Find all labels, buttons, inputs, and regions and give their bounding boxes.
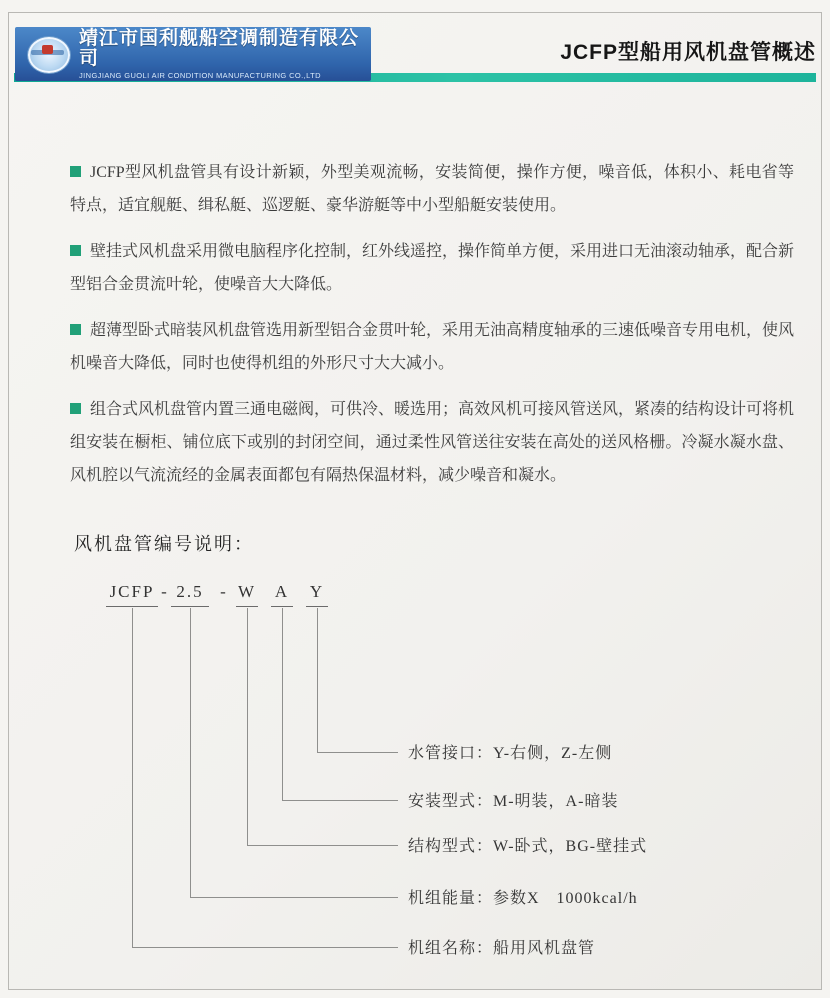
leader-line	[132, 947, 398, 948]
leader-line	[282, 608, 283, 800]
page-title: JCFP型船用风机盘管概述	[560, 41, 816, 64]
code-segment-capacity: 2.5	[171, 582, 209, 607]
diagram-label-structure: 结构型式：W-卧式，BG-壁挂式	[408, 838, 648, 855]
logo-center-icon	[42, 45, 53, 54]
numbering-heading: 风机盘管编号说明：	[74, 534, 254, 554]
leader-line	[317, 608, 318, 752]
company-name-block	[79, 29, 371, 80]
diagram-label-pipe-side: 水管接口：Y-右侧，Z-左侧	[408, 745, 613, 762]
bullet-square-icon	[70, 245, 81, 256]
leader-line	[317, 752, 398, 753]
paragraph-text: 超薄型卧式暗装风机盘管选用新型铝合金贯叶轮，采用无油高精度轴承的三速低噪音专用电机，使风机噪音大降低，同时也使得机组的外形尺寸大大减小。	[70, 322, 795, 372]
leader-line	[247, 845, 398, 846]
diagram-label-capacity: 机组能量：参数X 1000kcal/h	[408, 890, 638, 907]
bullet-square-icon	[70, 403, 81, 414]
paragraph-text: 组合式风机盘管内置三通电磁阀，可供冷、暖选用；高效风机可接风管送风，紧凑的结构设计可将机组安装在橱柜、铺位底下或别的封闭空间，通过柔性风管送往安装在高处的送风格栅。冷凝水凝水盘、风机腔以气流流经的金属表面都包有隔热保温材料，减少噪音和凝水。	[70, 401, 795, 484]
company-name-zh: 靖江市国利舰船空调制造有限公司	[79, 27, 360, 69]
leader-line	[282, 800, 398, 801]
intro-paragraph	[70, 314, 794, 380]
code-dash: -	[161, 582, 169, 601]
intro-paragraph	[70, 156, 794, 222]
code-segment-structure: W	[236, 582, 258, 607]
code-segment-mounting: A	[271, 582, 293, 607]
code-dash: -	[220, 582, 228, 601]
model-code-diagram	[0, 576, 830, 986]
code-segment-series: JCFP	[106, 582, 158, 607]
bullet-square-icon	[70, 324, 81, 335]
paragraph-text: JCFP型风机盘管具有设计新颖，外型美观流畅，安装简便，操作方便，噪音低，体积小、耗电省等特点，适宜舰艇、缉私艇、巡逻艇、豪华游艇等中小型船艇安装使用。	[70, 164, 794, 214]
intro-paragraph	[70, 235, 794, 301]
leader-line	[132, 608, 133, 947]
leader-line	[190, 897, 398, 898]
bullet-square-icon	[70, 166, 81, 177]
code-segment-pipe-side: Y	[306, 582, 328, 607]
logo-globe-icon	[28, 37, 70, 73]
intro-section	[70, 156, 794, 505]
intro-paragraph	[70, 393, 794, 492]
leader-line	[190, 608, 191, 897]
leader-line	[247, 608, 248, 845]
company-name-en: JINGJIANG GUOLI AIR CONDITION MANUFACTURING CO.,LTD	[79, 70, 321, 80]
paragraph-text: 壁挂式风机盘采用微电脑程序化控制，红外线遥控，操作简单方便，采用进口无油滚动轴承，配合新型铝合金贯流叶轮，使噪音大大降低。	[70, 243, 795, 293]
diagram-label-unit-name: 机组名称：船用风机盘管	[408, 940, 596, 957]
company-logo-icon	[25, 33, 71, 75]
diagram-label-mounting: 安装型式：M-明装，A-暗装	[408, 793, 619, 810]
company-brand	[15, 27, 371, 81]
